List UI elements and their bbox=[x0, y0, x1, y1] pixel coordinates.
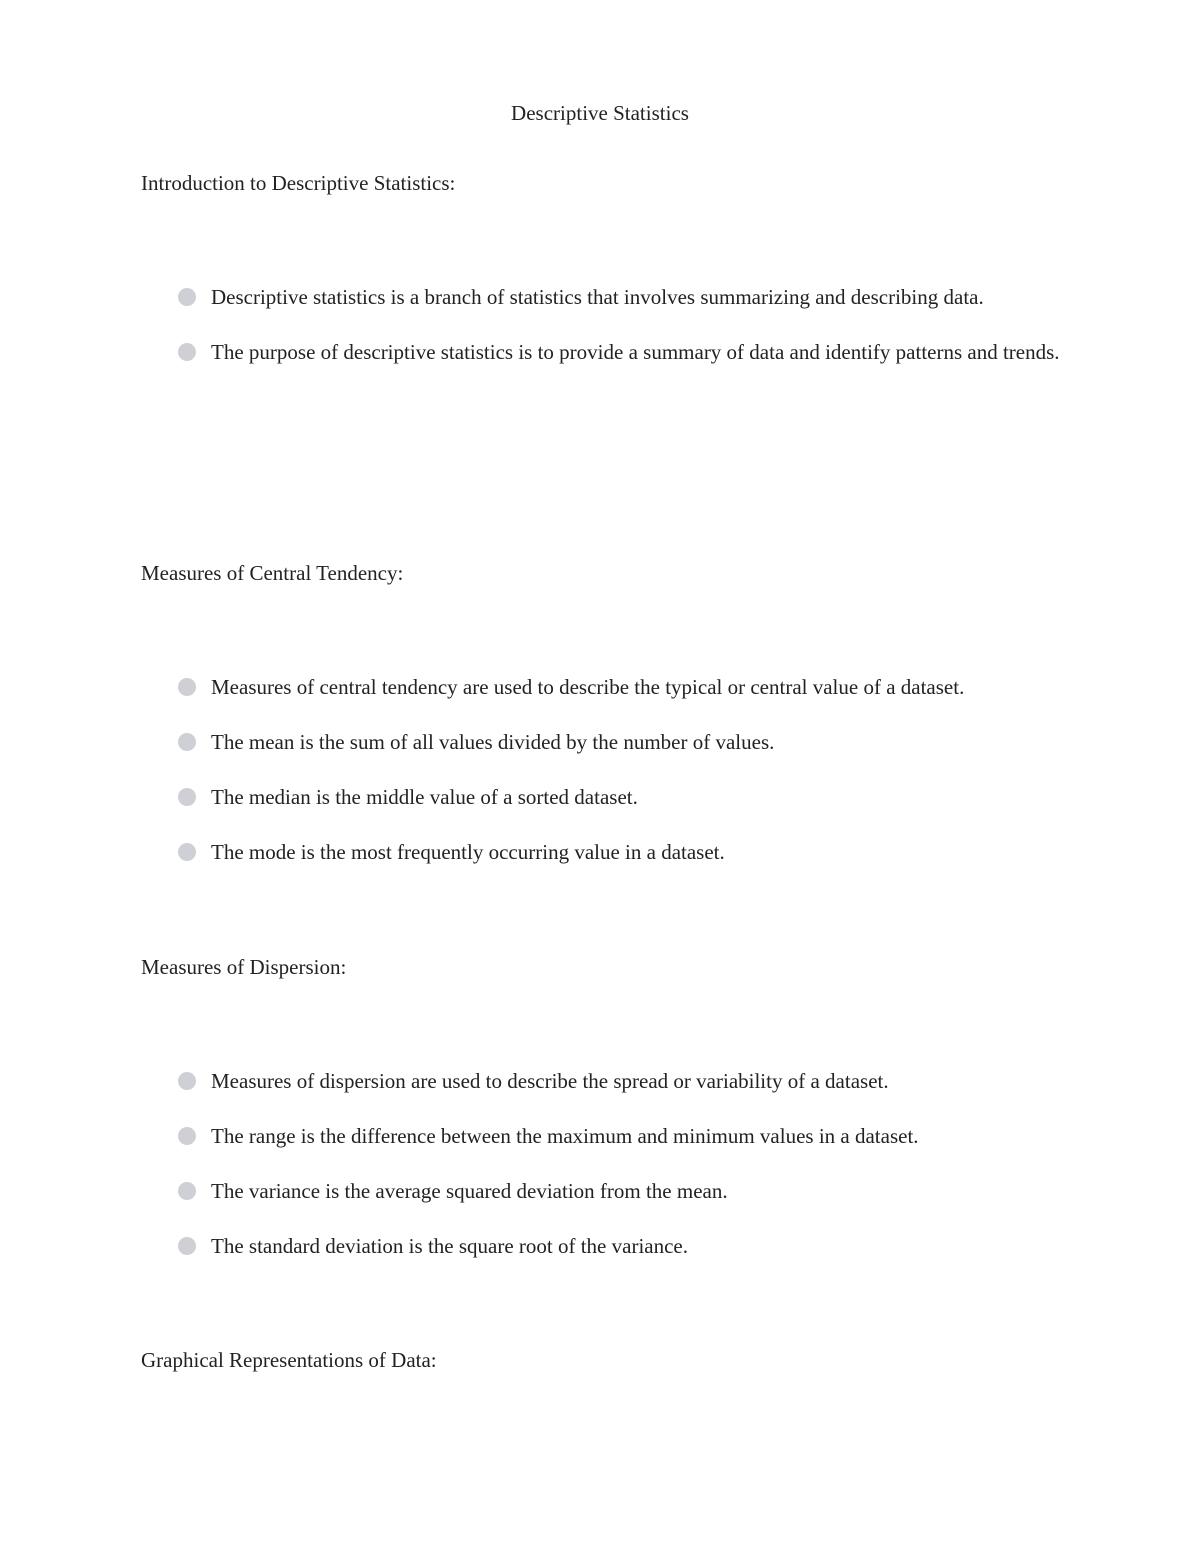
section-heading-graphical-representations: Graphical Representations of Data: bbox=[141, 1348, 437, 1372]
bullet-dot-icon bbox=[178, 843, 196, 861]
bullet-text: Descriptive statistics is a branch of statistics that involves summarizing and describing data. bbox=[211, 285, 984, 309]
list-item bbox=[176, 1164, 1076, 1219]
list-item bbox=[176, 770, 1076, 825]
section-heading-introduction: Introduction to Descriptive Statistics: bbox=[141, 171, 456, 195]
list-item bbox=[176, 825, 1076, 880]
bullet-text: The median is the middle value of a sorted dataset. bbox=[211, 785, 638, 809]
list-item bbox=[176, 325, 1076, 380]
bullet-text: The purpose of descriptive statistics is to provide a summary of data and identify patterns and trends. bbox=[211, 340, 1060, 364]
bullet-text: Measures of dispersion are used to describe the spread or variability of a dataset. bbox=[211, 1069, 889, 1093]
bullet-dot-icon bbox=[178, 1237, 196, 1255]
bullet-text: The range is the difference between the maximum and minimum values in a dataset. bbox=[211, 1124, 919, 1148]
section-heading-central-tendency: Measures of Central Tendency: bbox=[141, 561, 404, 585]
bullet-text: The variance is the average squared deviation from the mean. bbox=[211, 1179, 728, 1203]
list-item bbox=[176, 1219, 1076, 1274]
bullet-dot-icon bbox=[178, 788, 196, 806]
list-item bbox=[176, 270, 1076, 325]
document-title: Descriptive Statistics bbox=[511, 101, 689, 125]
bullet-text: The standard deviation is the square root of the variance. bbox=[211, 1234, 688, 1258]
bullet-dot-icon bbox=[178, 678, 196, 696]
bullet-dot-icon bbox=[178, 1127, 196, 1145]
bullet-dot-icon bbox=[178, 733, 196, 751]
bullet-dot-icon bbox=[178, 1072, 196, 1090]
bullet-text: The mode is the most frequently occurring value in a dataset. bbox=[211, 840, 725, 864]
bullet-dot-icon bbox=[178, 288, 196, 306]
bullet-list-introduction bbox=[176, 270, 1076, 380]
list-item bbox=[176, 1054, 1076, 1109]
list-item bbox=[176, 660, 1076, 715]
bullet-list-dispersion bbox=[176, 1054, 1076, 1274]
bullet-text: The mean is the sum of all values divided by the number of values. bbox=[211, 730, 775, 754]
bullet-dot-icon bbox=[178, 343, 196, 361]
section-heading-dispersion: Measures of Dispersion: bbox=[141, 955, 347, 979]
bullet-list-central-tendency bbox=[176, 660, 1076, 880]
list-item bbox=[176, 715, 1076, 770]
bullet-dot-icon bbox=[178, 1182, 196, 1200]
list-item bbox=[176, 1109, 1076, 1164]
bullet-text: Measures of central tendency are used to describe the typical or central value of a dataset. bbox=[211, 675, 965, 699]
